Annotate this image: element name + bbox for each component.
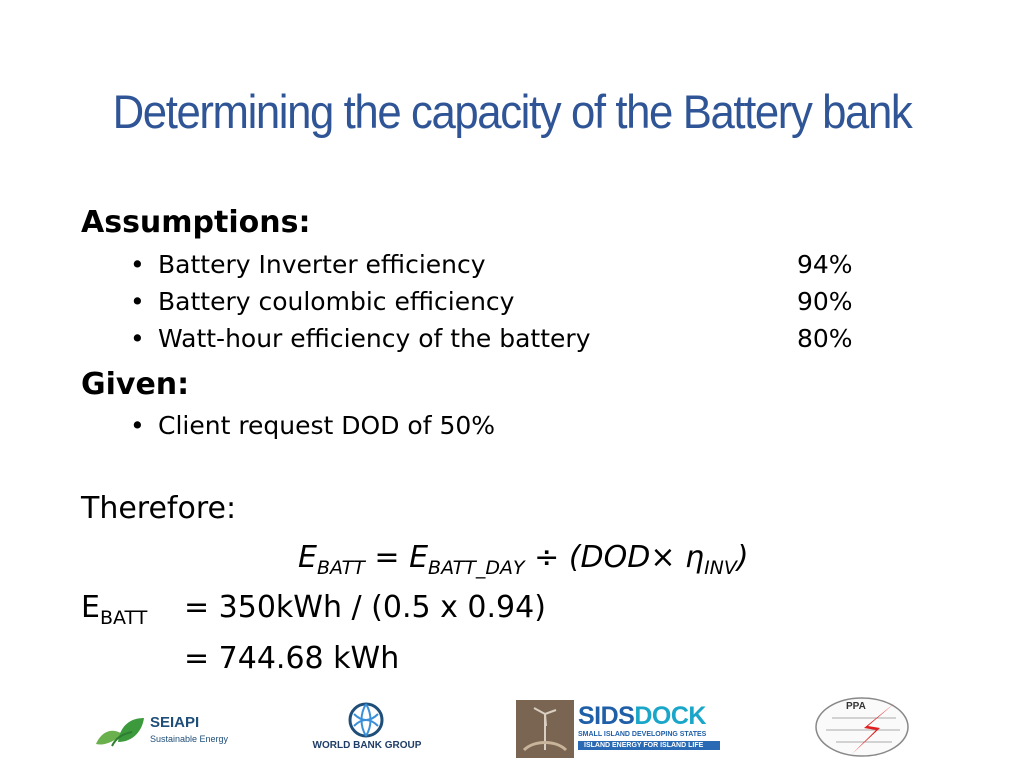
assumption-value: 94% xyxy=(797,250,853,279)
ppa-logo: PPA xyxy=(812,696,914,758)
calc-line-2: = 744.68 kWh xyxy=(184,641,400,676)
formula: $E_{BATT} = E_{BATT\_DAY} \div (DOD\times \eta_{INV})$ xyxy=(298,540,749,579)
calc-variable: $E_{BATT}$ xyxy=(81,590,148,629)
assumption-value: 90% xyxy=(797,287,853,316)
assumptions-heading: Assumptions: xyxy=(81,205,311,240)
sidsdock-logo: SIDSDOCK SMALL ISLAND DEVELOPING STATES ISLAND ENERGY FOR ISLAND LIFE xyxy=(516,700,716,758)
assumption-item: • Watt-hour efficiency of the battery xyxy=(130,324,591,353)
therefore-label: Therefore: xyxy=(81,491,237,526)
bullet-icon: • xyxy=(130,411,145,440)
given-heading: Given: xyxy=(81,367,190,402)
assumption-item: • Battery Inverter efficiency xyxy=(130,250,486,279)
seiapi-logo: SEIAPI Sustainable Energy xyxy=(92,708,232,756)
bullet-icon: • xyxy=(130,324,145,353)
slide-title: Determining the capacity of the Battery bank xyxy=(112,85,912,138)
assumption-item: • Battery coulombic efficiency xyxy=(130,287,515,316)
calc-line-1: = 350kWh / (0.5 x 0.94) xyxy=(184,590,546,625)
bullet-icon: • xyxy=(130,287,145,316)
assumption-value: 80% xyxy=(797,324,853,353)
sidsdock-emblem xyxy=(516,700,574,758)
turbine-icon xyxy=(516,700,574,758)
globe-icon xyxy=(346,700,386,740)
leaf-icon xyxy=(92,712,148,752)
world-bank-logo: WORLD BANK GROUP xyxy=(308,700,426,756)
sidsdock-dock-text: DOCK xyxy=(634,702,706,730)
bullet-icon: • xyxy=(130,250,145,279)
sidsdock-sids-text: SIDS xyxy=(578,702,635,730)
given-item: • Client request DOD of 50% xyxy=(130,411,496,440)
